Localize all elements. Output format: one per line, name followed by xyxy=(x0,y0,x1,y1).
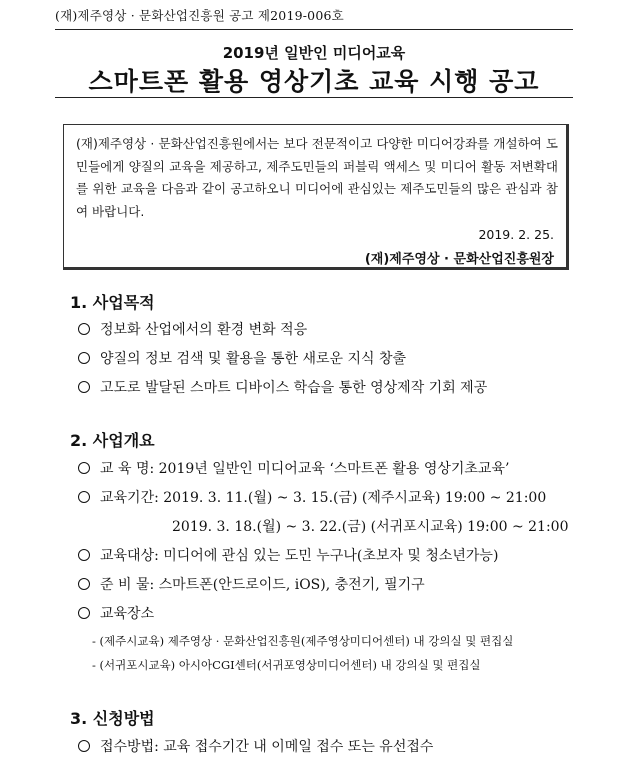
circle-bullet-icon xyxy=(78,549,90,561)
circle-bullet-icon xyxy=(78,491,90,503)
venue-item-jeju: - (제주시교육) 제주영상 · 문화산업진흥원(제주영상미디어센터) 내 강의실 및 편집실 xyxy=(92,634,514,648)
list-item-venue: 교육장소 xyxy=(78,603,154,623)
list-item-period: 교육기간: 2019. 3. 11.(월) ~ 3. 15.(금) (제주시교육) 19:00 ~ 21:00 xyxy=(78,487,546,507)
period-second-line: 2019. 3. 18.(월) ~ 3. 22.(금) (서귀포시교육) 19:00 ~ 21:00 xyxy=(172,519,569,535)
header-rule xyxy=(55,29,573,30)
page-title: 스마트폰 활용 영상기초 교육 시행 공고 xyxy=(88,67,540,96)
list-item: 고도로 발달된 스마트 디바이스 학습을 통한 영상제작 기회 제공 xyxy=(78,377,487,397)
section-heading-overview: 2. 사업개요 xyxy=(70,431,155,450)
circle-bullet-icon xyxy=(78,578,90,590)
subtitle: 2019년 일반인 미디어교육 xyxy=(222,44,406,62)
notice-box xyxy=(63,124,569,270)
section-heading-purpose: 1. 사업목적 xyxy=(70,293,155,312)
list-item-target: 교육대상: 미디어에 관심 있는 도민 누구나(초보자 및 청소년가능) xyxy=(78,545,498,565)
list-item-name: 교 육 명: 2019년 일반인 미디어교육 ‘스마트폰 활용 영상기초교육’ xyxy=(78,458,509,478)
notice-body: (재)제주영상 · 문화산업진흥원에서는 보다 전문적이고 다양한 미디어강좌를 개설하여 도민들에게 양질의 교육을 제공하고, 제주도민들의 퍼블릭 액세스 및 미디어 활동 저변확대를 위한 교육을 다음과 같이 공고하오니 미디어에 관심있는 제주도민들의 많은 관심과 참여 바랍니다. xyxy=(76,136,558,219)
section-heading-application: 3. 신청방법 xyxy=(70,709,155,728)
list-item: 양질의 정보 검색 및 활용을 통한 새로운 지식 창출 xyxy=(78,348,406,368)
venue-item-seogwipo: - (서귀포시교육) 아시아CGI센터(서귀포영상미디어센터) 내 강의실 및 편집실 xyxy=(92,658,481,672)
circle-bullet-icon xyxy=(78,607,90,619)
circle-bullet-icon xyxy=(78,462,90,474)
notice-date: 2019. 2. 25. xyxy=(478,227,554,242)
list-item: 정보화 산업에서의 환경 변화 적응 xyxy=(78,319,307,339)
list-item: 접수방법: 교육 접수기간 내 이메일 접수 또는 유선접수 xyxy=(78,736,433,756)
circle-bullet-icon xyxy=(78,323,90,335)
title-rule xyxy=(55,97,573,98)
circle-bullet-icon xyxy=(78,740,90,752)
list-item-supplies: 준 비 물: 스마트폰(안드로이드, iOS), 충전기, 필기구 xyxy=(78,574,425,594)
document-number: (재)제주영상 · 문화산업진흥원 공고 제2019-006호 xyxy=(55,8,344,23)
notice-issuer: (재)제주영상 · 문화산업진흥원장 xyxy=(364,252,554,267)
circle-bullet-icon xyxy=(78,381,90,393)
circle-bullet-icon xyxy=(78,352,90,364)
